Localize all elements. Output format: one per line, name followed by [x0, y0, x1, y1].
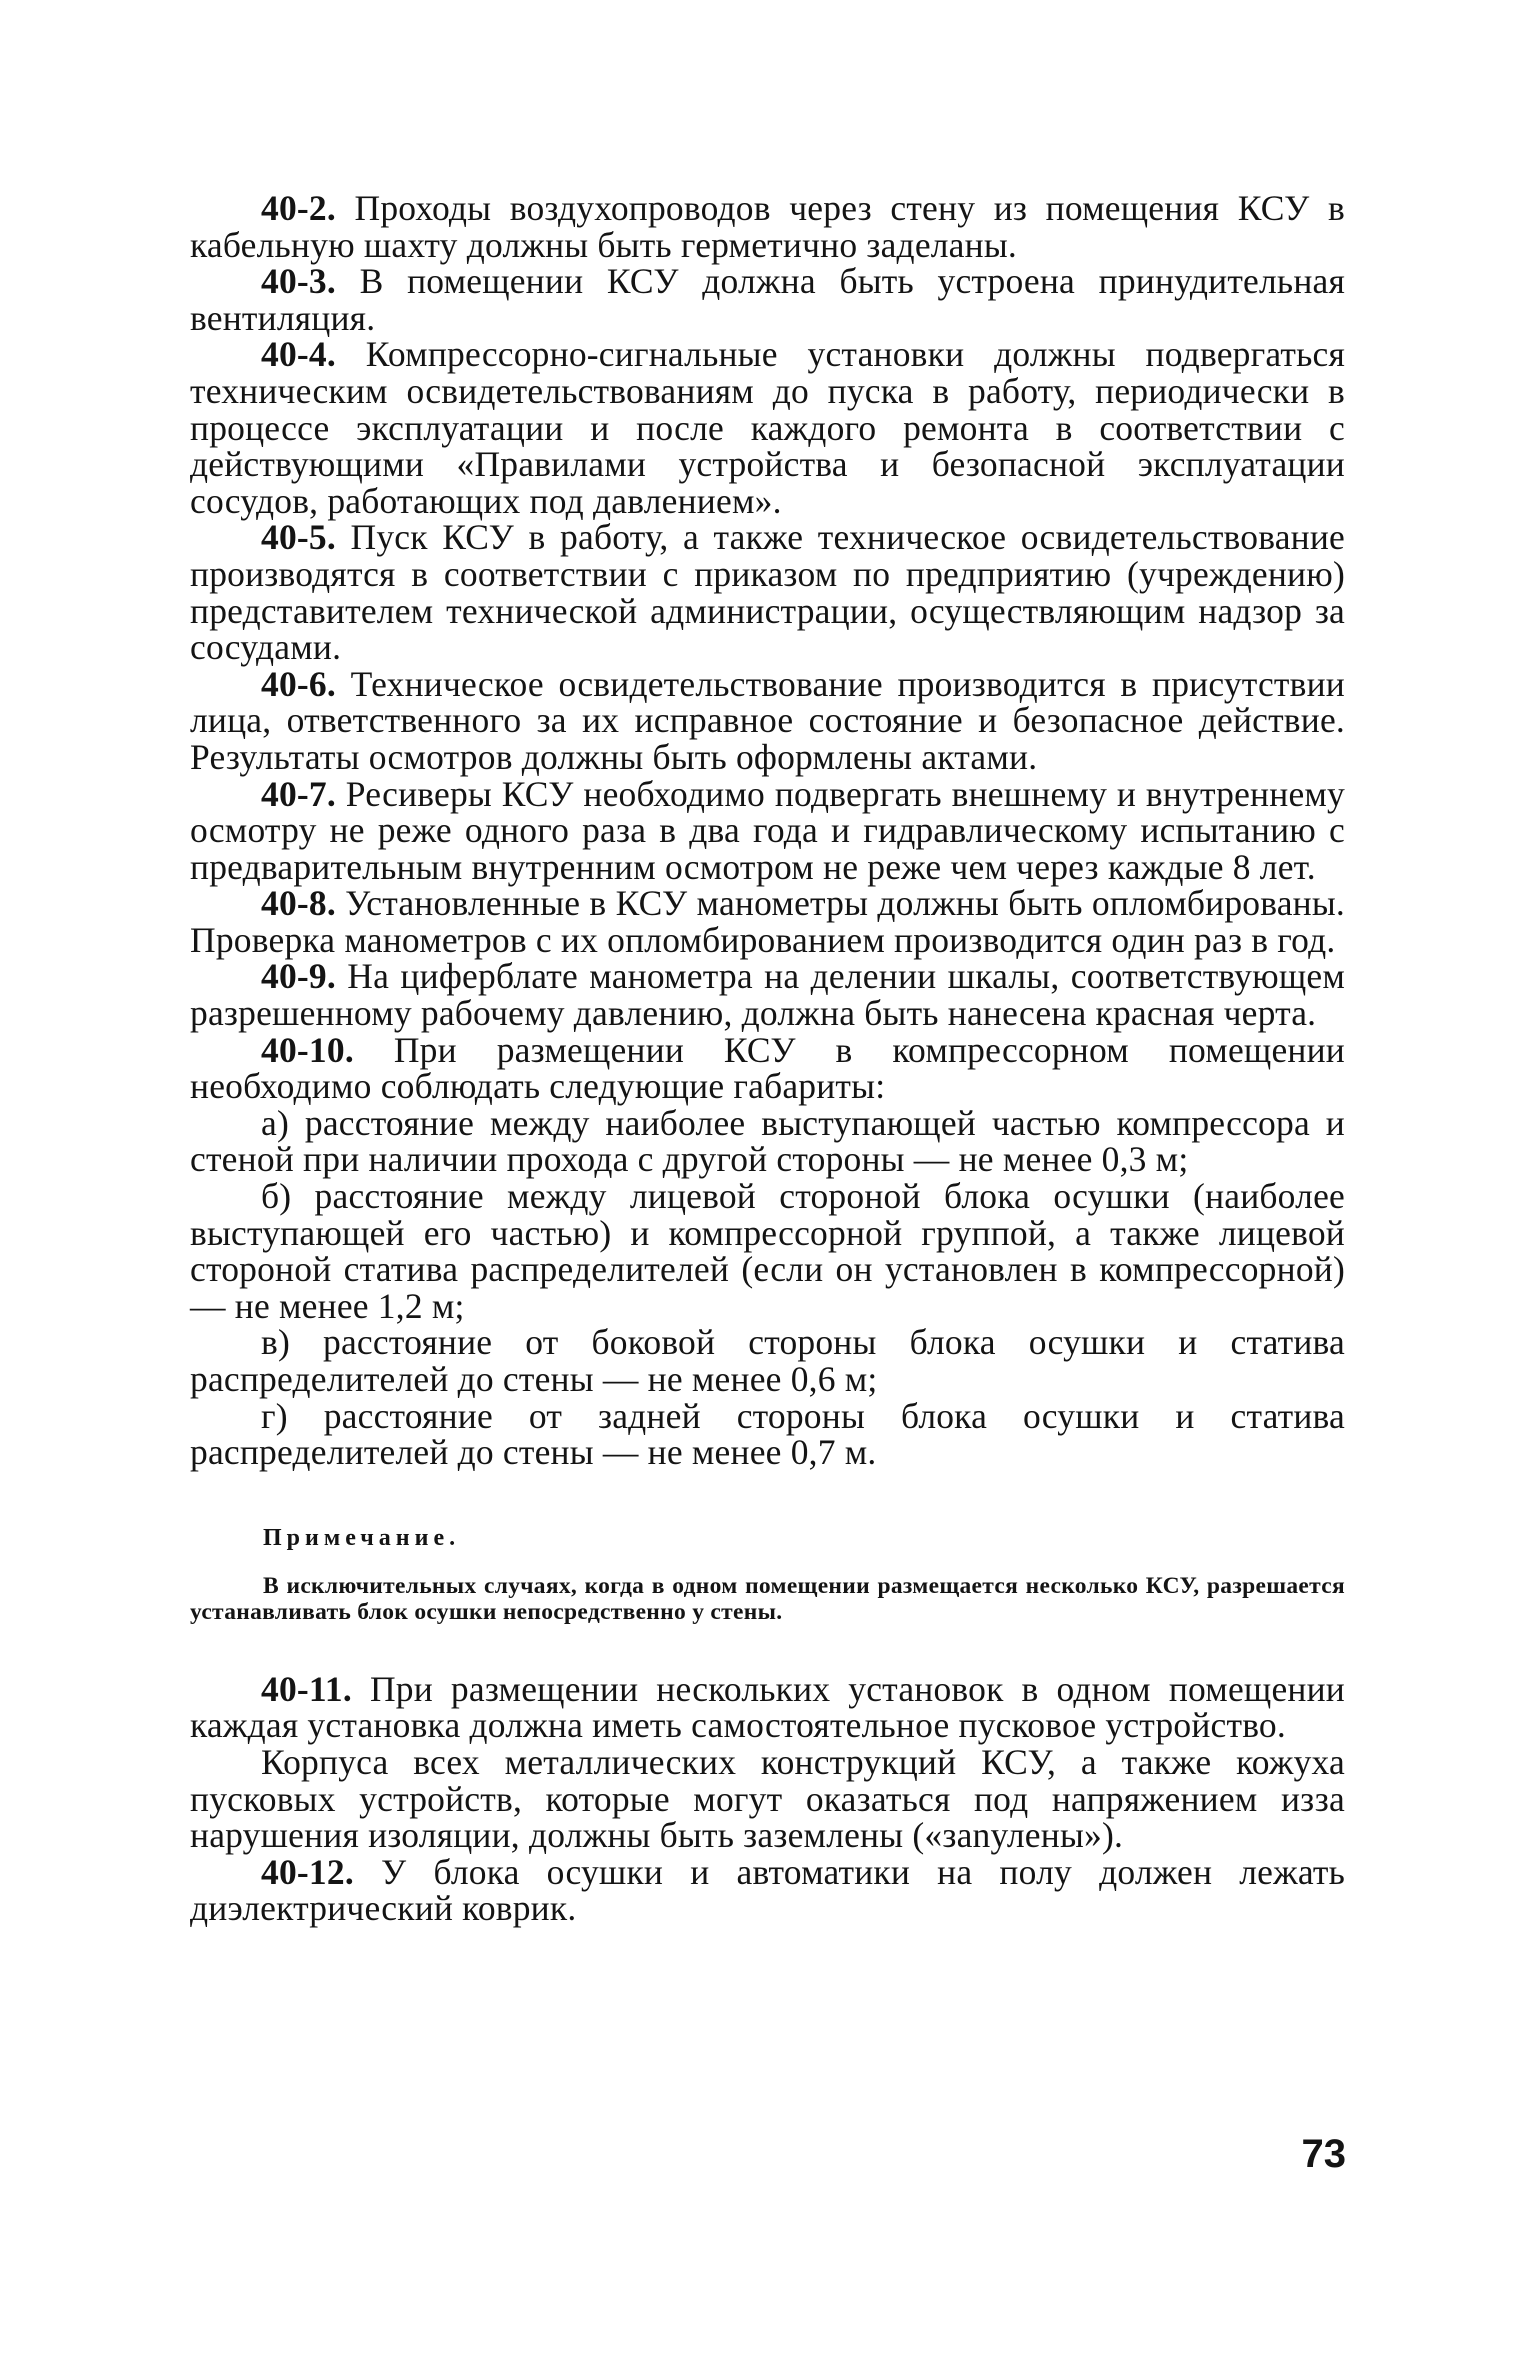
- paragraph-40-10: [190, 1029, 1345, 1107]
- document-page: [190, 190, 1345, 2190]
- clause-text: При размещении нескольких установок в одном помещении каждая установка должна иметь самостоятельное пусковое устройство.: [190, 1668, 1345, 1746]
- paragraph-40-7: [190, 773, 1346, 887]
- clause-number: 40-2.: [261, 188, 336, 228]
- clause-text: При размещении КСУ в компрессорном помещении необходимо соблюдать следующие габариты:: [190, 1029, 1345, 1107]
- clause-number: 40-8.: [261, 883, 336, 924]
- clause-text: Пуск КСУ в работу, а также техническое освидетельствование производятся в соответствии с приказом по предприятию (учреждению) представителем технической администрации, осуществляющим надзор за сосудами.: [190, 517, 1346, 668]
- paragraph-40-3: [190, 263, 1345, 336]
- note-block: [190, 1523, 1345, 1625]
- clause-number: 40-7.: [261, 773, 336, 814]
- clause-number: 40-11.: [261, 1668, 352, 1709]
- paragraph-40-4: [190, 336, 1345, 519]
- paragraph-40-2: [190, 190, 1345, 263]
- clause-text: В помещении КСУ должна быть устроена принудительная вентиляция.: [190, 261, 1345, 338]
- clause-number: 40-12.: [261, 1851, 354, 1892]
- paragraph-40-11: [190, 1668, 1345, 1746]
- list-item-v: в) расстояние от боковой стороны блока осушки и статива распределителей до стены — не менее 0,6 м;: [190, 1322, 1345, 1399]
- clause-text: Установленные в КСУ манометры должны быть опломбированы. Проверка манометров с их опломбированием производится один раз в год.: [190, 883, 1346, 960]
- clause-text: Корпуса всех металлических конструкций КСУ, а также кожуха пусковых устройств, которые могут оказаться под напряжением изза нарушения изоляции, должны быть заземлены («зanулены»).: [190, 1741, 1345, 1856]
- clause-text: Техническое освидетельствование производится в присутствии лица, ответственного за их исправное состояние и безопасное действие. Результаты осмотров должны быть оформлены актами.: [190, 663, 1345, 777]
- clause-number: 40-10.: [261, 1029, 354, 1070]
- clause-text: На циферблате манометра на делении шкалы, соответствующем разрешенному рабочему давлению, должна быть нанесена красная черта.: [190, 956, 1345, 1034]
- clause-number: 40-4.: [261, 334, 336, 375]
- paragraph-grounding: [190, 1741, 1345, 1856]
- clause-number: 40-3.: [261, 261, 336, 302]
- note-text: В исключительных случаях, когда в одном помещении размещается несколько КСУ, разрешается устанавливать блок осушки непосредственно у стены.: [190, 1572, 1345, 1625]
- clause-text: Проходы воздухопроводов через стену из помещения КСУ в кабельную шахту должны быть герметично заделаны.: [190, 188, 1345, 265]
- paragraph-40-5: [190, 517, 1346, 668]
- list-item-a: а) расстояние между наиболее выступающей частью компрессора и стеной при наличии прохода с другой стороны — не менее 0,3 м;: [190, 1102, 1345, 1180]
- paragraph-40-9: [190, 956, 1345, 1034]
- list-item-b: б) расстояние между лицевой стороной блока осушки (наиболее выступающей его частью) и компрессорной группой, а также лицевой стороной статива распределителей (если он установлен в компрессорной) — не менее 1,2 м;: [190, 1176, 1345, 1326]
- clause-text: Ресиверы КСУ необходимо подвергать внешнему и внутреннему осмотру не реже одного раза в два года и гидравлическому испытанию с предварительным внутренним осмотром не реже чем через каждые 8 лет.: [190, 773, 1346, 887]
- clause-number: 40-9.: [261, 956, 336, 997]
- paragraph-40-8: [190, 885, 1345, 958]
- clause-number: 40-6.: [261, 663, 336, 704]
- list-item-g: г) расстояние от задней стороны блока осушки и статива распределителей до стены — не менее 0,7 м.: [190, 1395, 1345, 1473]
- paragraph-40-12: [190, 1851, 1345, 1929]
- note-title: Примечание.: [263, 1524, 461, 1551]
- paragraph-40-6: [190, 663, 1345, 777]
- page-number: 73: [1301, 2132, 1346, 2176]
- clause-text: У блока осушки и автоматики на полу должен лежать диэлектрический коврик.: [190, 1851, 1345, 1929]
- clause-number: 40-5.: [261, 517, 336, 558]
- clause-text: Компрессорно-сигнальные установки должны подвергаться техническим освидетельствованиям до пуска в работу, периодически в процессе эксплуатации и после каждого ремонта в соответствии с действующими «Правилами устройства и безопасной эксплуатации сосудов, работающих под давлением».: [190, 334, 1345, 521]
